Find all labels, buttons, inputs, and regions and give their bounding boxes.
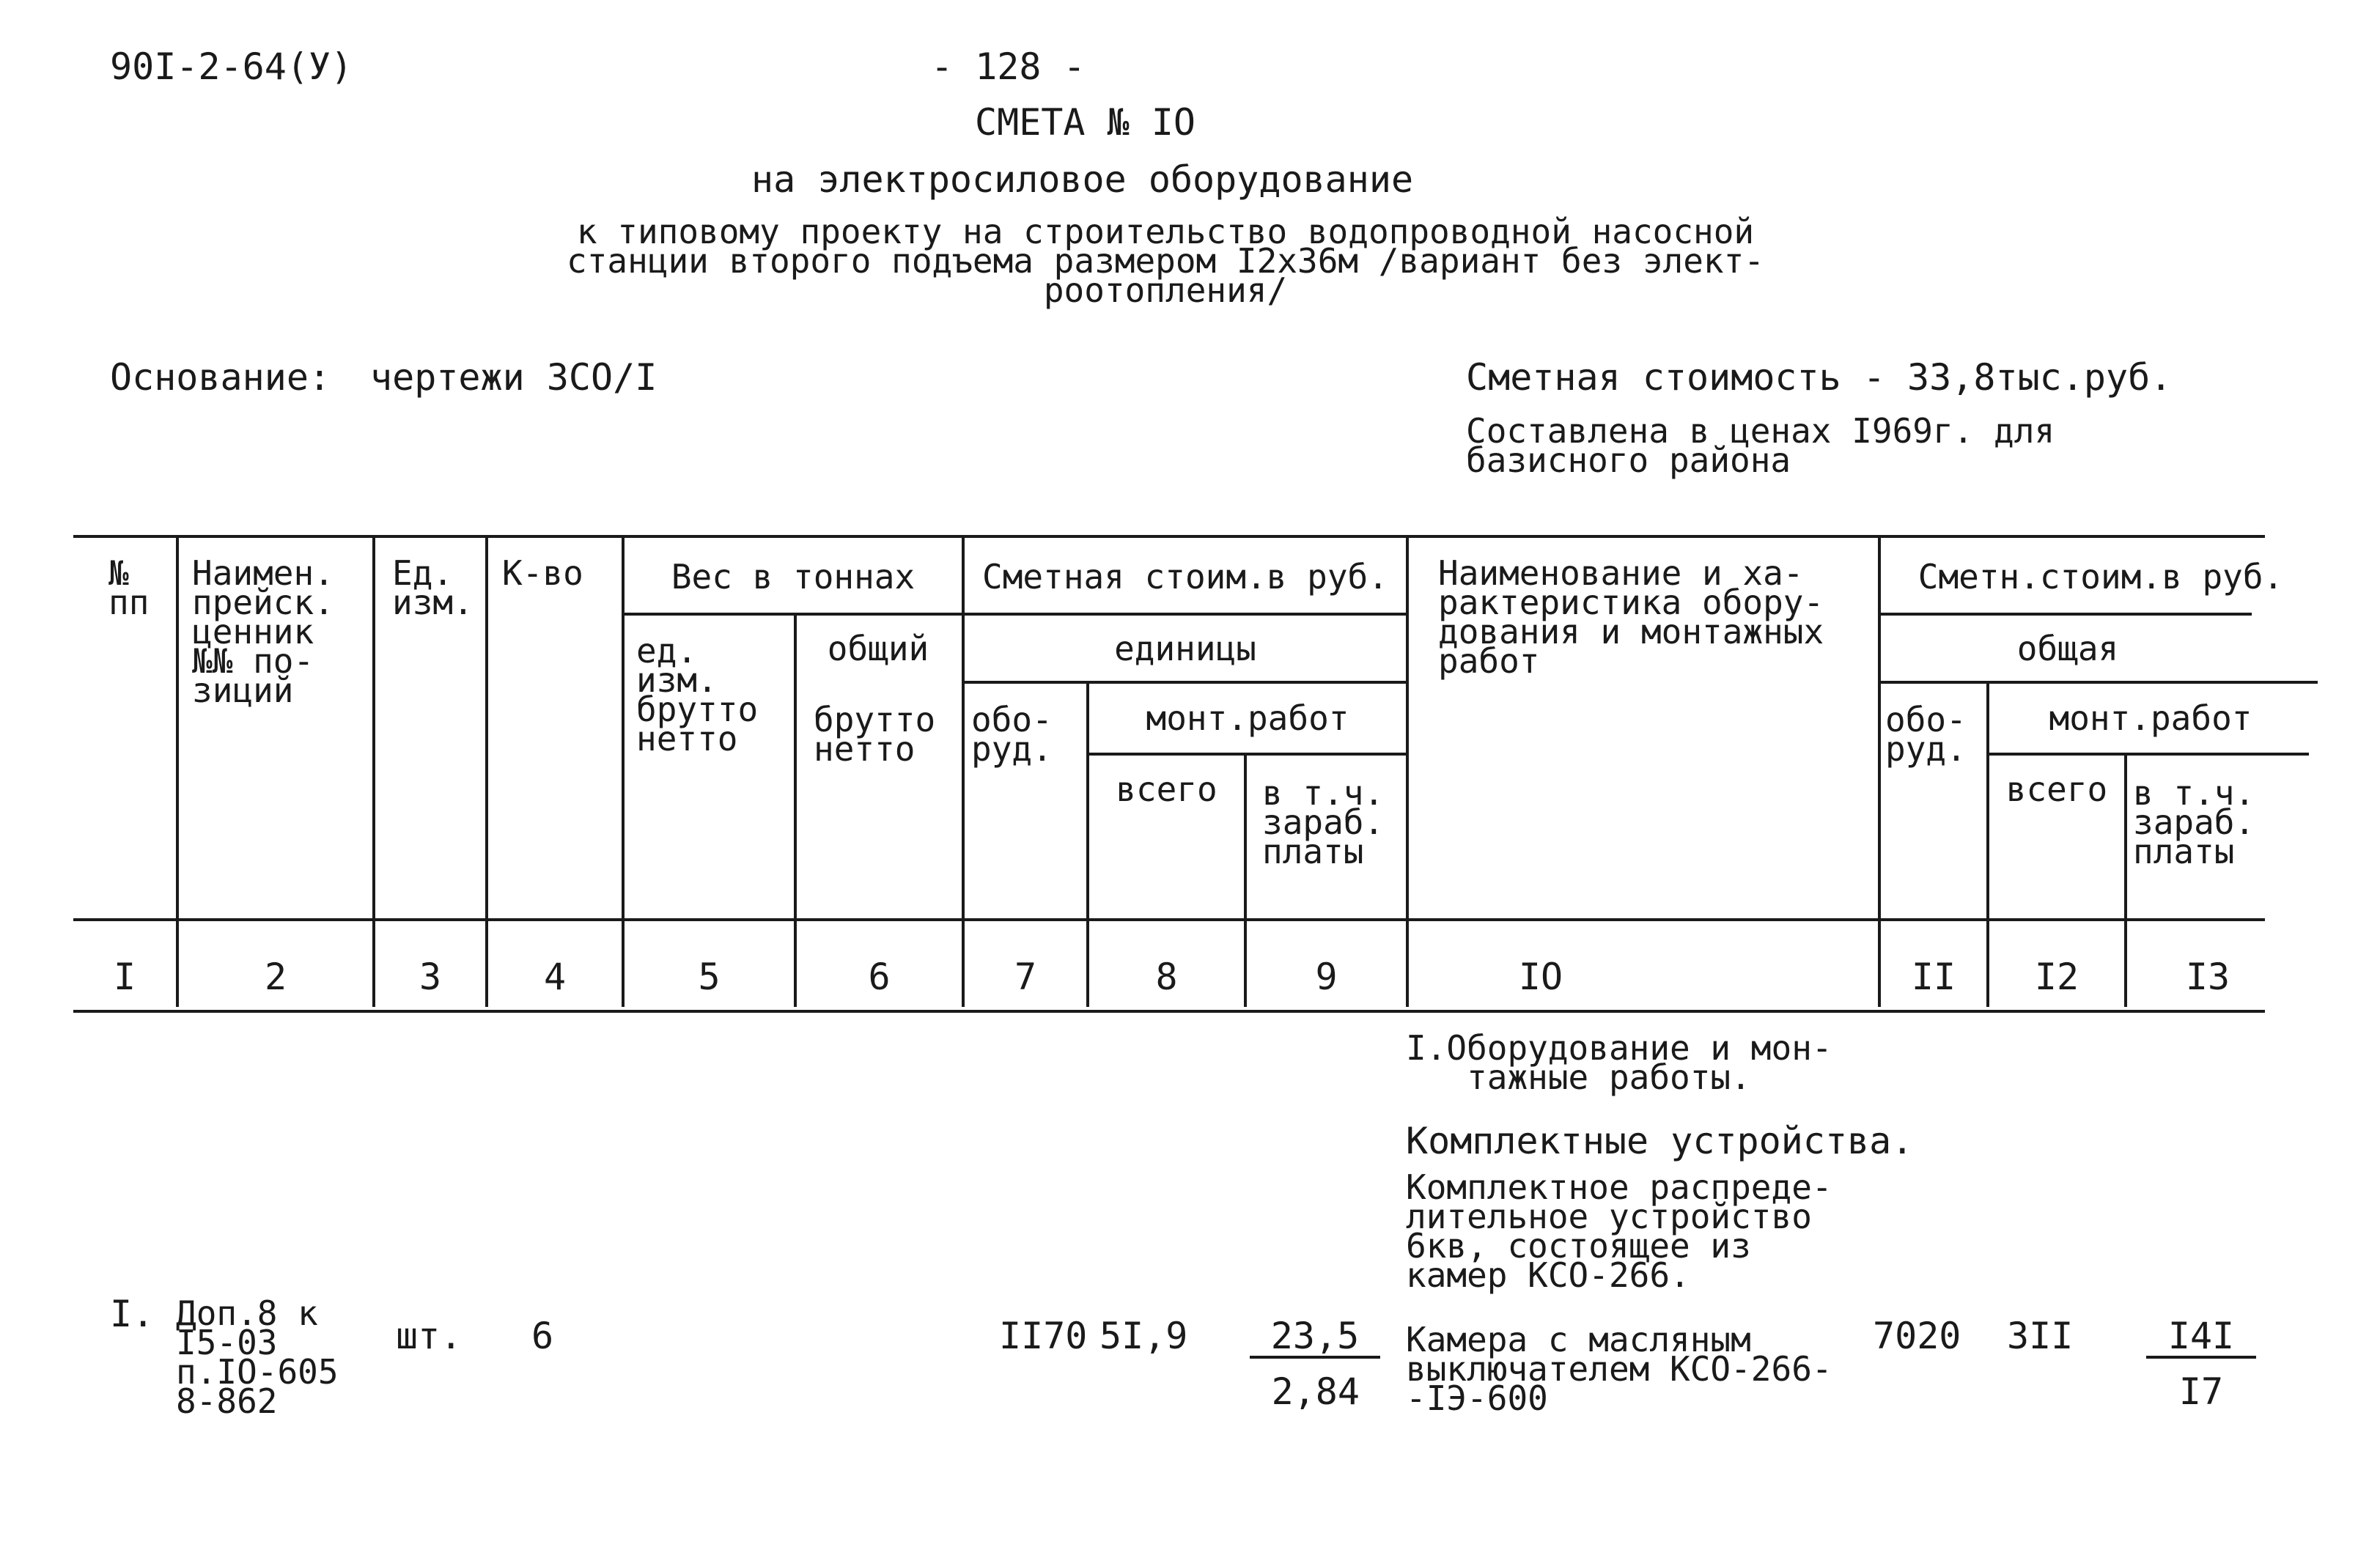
- row-wage-total-top: I4I: [2146, 1316, 2256, 1359]
- row-installation-total: 3II: [2007, 1315, 2074, 1357]
- basis-label: Основание:: [110, 356, 331, 399]
- estimate-subtitle: на электросиловое оборудование: [751, 158, 1414, 201]
- page-number: - 128 -: [931, 45, 1086, 88]
- document-code: 90I-2-64(У): [110, 45, 353, 88]
- header-row-number: № пп: [108, 553, 150, 622]
- column-number-3: 3: [419, 956, 442, 998]
- cost-subheader-line: [964, 613, 1406, 616]
- col-divider-2: [372, 536, 375, 1007]
- header-installation: монт.работ: [1146, 698, 1349, 738]
- header-cost-unit: единицы: [1114, 629, 1256, 668]
- subsection-title: Комплектные устройства.: [1406, 1120, 1914, 1162]
- header-equipment2: обо- руд.: [1885, 700, 1967, 769]
- column-number-8: 8: [1155, 956, 1178, 998]
- estimated-cost: Сметная стоимость - 33,8тыс.руб.: [1466, 356, 2173, 399]
- row-item-name: Камера с масляным выключателем КСО-266- -IЭ-600: [1406, 1320, 1832, 1418]
- prices-note: Составлена в ценах I969г. для базисного района: [1466, 411, 2055, 480]
- column-number-6: 6: [868, 956, 891, 998]
- header-weight-unit: ед. изм. брутто нетто: [636, 631, 759, 758]
- header-item-name: Наименование и ха- рактеристика обору- дования и монтажных работ: [1438, 553, 1824, 681]
- header-installation-total: всего: [1116, 769, 1217, 809]
- col-divider-6: [962, 536, 965, 1007]
- header-weight: Вес в тоннах: [671, 557, 915, 597]
- header-installation2-total: всего: [2005, 769, 2108, 809]
- cost2-subheader-line: [1878, 613, 2252, 616]
- col-divider-1: [176, 536, 179, 1007]
- column-number-13: I3: [2185, 956, 2230, 998]
- cost-unit-subheader-line: [964, 681, 1406, 684]
- column-number-5: 5: [698, 956, 721, 998]
- header-cost2-total: общая: [2016, 629, 2119, 668]
- column-number-12: I2: [2034, 956, 2079, 998]
- column-number-4: 4: [543, 956, 567, 998]
- header-pricelist: Наимен. прейск. ценник №№ по- зиций: [192, 553, 334, 710]
- header-weight-total: брутто нетто: [814, 700, 936, 769]
- header-cost2: Сметн.стоим.в руб.: [1917, 557, 2284, 597]
- col-divider-5: [794, 613, 797, 1007]
- column-number-7: 7: [1014, 956, 1037, 998]
- header-bottom-border: [73, 918, 2265, 921]
- numbering-row-bottom-border: [73, 1010, 2265, 1013]
- table-top-border: [73, 535, 2265, 538]
- row-installation-unit-cost: 5I,9: [1099, 1315, 1188, 1357]
- col-divider-9: [1406, 536, 1409, 1007]
- col-divider-4: [622, 536, 625, 1007]
- row-unit: шт.: [396, 1315, 463, 1357]
- row-pricelist: Доп.8 к I5-03 п.IO-605 8-862: [176, 1293, 339, 1421]
- cost2-total-subheader-line: [1878, 681, 2318, 684]
- header-cost: Сметная стоим.в руб.: [982, 557, 1388, 597]
- basis-value: чертежи 3СО/I: [370, 356, 657, 399]
- install2-subheader-line: [1986, 753, 2309, 756]
- header-wages2: в т.ч. зараб. платы: [2133, 773, 2255, 871]
- weight-subheader-line: [622, 613, 964, 616]
- header-equipment: обо- руд.: [971, 700, 1053, 769]
- col-divider-3: [485, 536, 488, 1007]
- header-unit: Ед. изм.: [392, 553, 474, 622]
- row-wage-total-bottom: I7: [2178, 1370, 2224, 1413]
- section-title: I.Оборудование и мон- тажные работы.: [1406, 1028, 1832, 1097]
- row-quantity: 6: [531, 1315, 554, 1357]
- column-number-2: 2: [264, 956, 287, 998]
- col-divider-10: [1878, 536, 1881, 1007]
- row-equipment-total: 7020: [1873, 1315, 1961, 1357]
- estimate-title: СМЕТА № IO: [975, 101, 1196, 144]
- column-number-11: II: [1911, 956, 1956, 998]
- column-number-10: IO: [1518, 956, 1563, 998]
- column-number-9: 9: [1315, 956, 1338, 998]
- row-wage-unit-top: 23,5: [1250, 1316, 1380, 1359]
- header-wages: в т.ч. зараб. платы: [1262, 773, 1385, 871]
- project-description: к типовому проекту на строительство водопроводной насосной станции второго подъема размером I2x36м /вариант без элект- роотопления/: [567, 212, 1764, 310]
- header-quantity: К-во: [502, 553, 583, 593]
- header-weight-total-top: общий: [827, 629, 929, 668]
- row-equipment-unit-cost: II70: [999, 1315, 1088, 1357]
- column-number-1: I: [113, 956, 136, 998]
- group-description: Комплектное распреде- лительное устройство 6кв, состоящее из камер КСО-266.: [1406, 1167, 1832, 1295]
- row-wage-unit-bottom: 2,84: [1271, 1370, 1360, 1413]
- header-installation2: монт.работ: [2049, 698, 2252, 738]
- row-number: I.: [110, 1293, 155, 1335]
